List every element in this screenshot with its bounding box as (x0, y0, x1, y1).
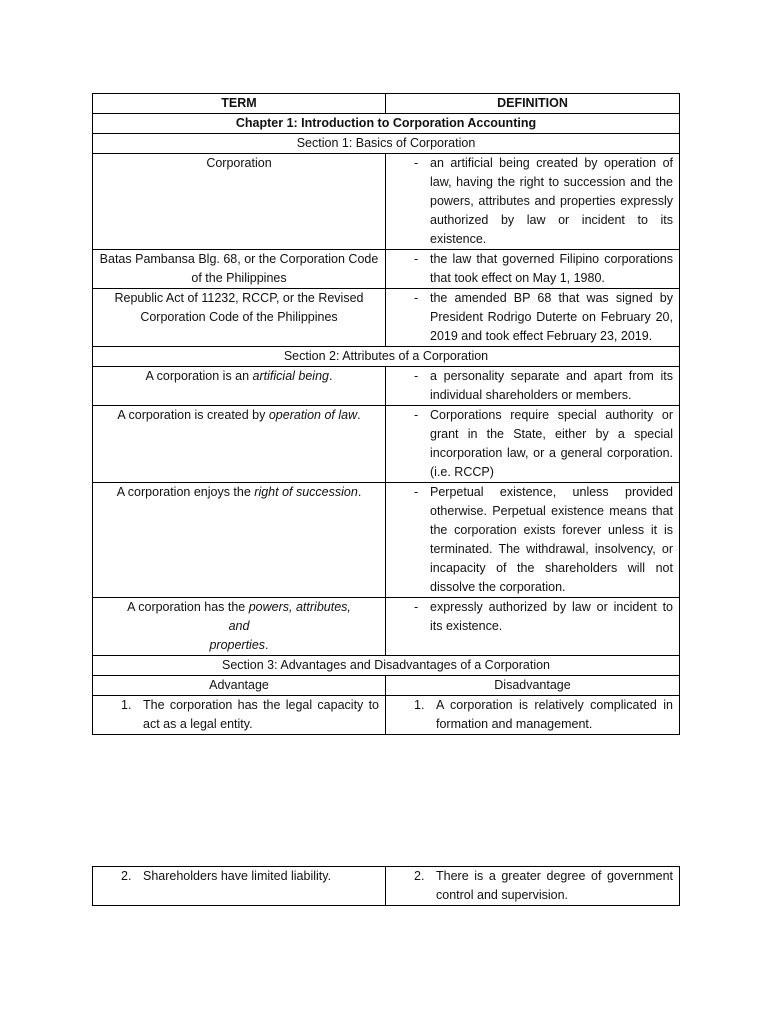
term-italic: operation of law (268, 408, 358, 422)
term-cell (93, 406, 386, 483)
definition-cell (386, 250, 680, 289)
section-2-title: Section 2: Attributes of a Corporation (93, 347, 680, 367)
item-number: 2. (121, 869, 132, 883)
definition-text: the law that governed Filipino corporations that took effect on May 1, 1980. (430, 252, 673, 285)
advantage-text: Shareholders have limited liability. (143, 869, 332, 883)
term-prefix: A corporation is an (145, 369, 253, 383)
subheader-row (93, 676, 680, 696)
table-row (93, 406, 680, 483)
table-row (93, 483, 680, 598)
disadvantage-header: Disadvantage (386, 676, 680, 696)
section-row (93, 134, 680, 154)
definition-text: expressly authorized by law or incident to its existence. (430, 600, 673, 633)
advantage-text: The corporation has the legal capacity to act as a legal entity. (143, 698, 379, 731)
definition-text: a personality separate and apart from its individual shareholders or members. (430, 369, 673, 402)
table-row (93, 867, 680, 906)
dash-marker: - (414, 369, 419, 383)
term-header: TERM (93, 94, 386, 114)
term-italic: powers, attributes, (248, 600, 351, 614)
definition-header: DEFINITION (386, 94, 680, 114)
header-row (93, 94, 680, 114)
term-italic: right of succession (254, 485, 358, 499)
disadvantage-cell (386, 696, 680, 735)
section-row (93, 656, 680, 676)
definitions-table (92, 93, 680, 735)
advantage-header: Advantage (93, 676, 386, 696)
term-cell: Batas Pambansa Blg. 68, or the Corporation Code of the Philippines (93, 250, 386, 289)
dash-marker: - (414, 408, 419, 422)
dash-marker: - (414, 485, 419, 499)
table-row (93, 289, 680, 347)
term-cell: Republic Act of 11232, RCCP, or the Revised Corporation Code of the Philippines (93, 289, 386, 347)
table-row (93, 250, 680, 289)
term-suffix: . (265, 638, 269, 652)
dash-marker: - (414, 600, 419, 614)
term-cell: Corporation (93, 154, 386, 250)
item-number: 1. (121, 698, 132, 712)
term-suffix: . (357, 485, 362, 499)
table-row (93, 154, 680, 250)
definition-text: Corporations require special authority or grant in the State, either by a special incorporation law, or a general corporation. (i.e. RCCP) (430, 408, 673, 479)
section-1-title: Section 1: Basics of Corporation (93, 134, 680, 154)
term-prefix: A corporation has the (127, 600, 249, 614)
section-row (93, 347, 680, 367)
definition-cell (386, 289, 680, 347)
term-suffix: . (357, 408, 361, 422)
definition-text: an artificial being created by operation of law, having the right to succession and the powers, attributes and properties expressly authorized by law or incident to its existence. (430, 156, 673, 246)
disadvantage-cell (386, 867, 680, 906)
table-row (93, 367, 680, 406)
definition-cell (386, 154, 680, 250)
term-prefix: A corporation enjoys the (116, 485, 255, 499)
definitions-table-continued (92, 866, 680, 906)
definition-text: the amended BP 68 that was signed by President Rodrigo Duterte on February 20, 2019 and took effect February 23, 2019. (430, 291, 673, 343)
term-prefix: A corporation is created by (117, 408, 269, 422)
term-suffix: . (328, 369, 333, 383)
advantage-cell (93, 696, 386, 735)
definition-cell (386, 406, 680, 483)
table-row (93, 696, 680, 735)
definition-cell (386, 598, 680, 656)
dash-marker: - (414, 291, 419, 305)
term-italic: and (228, 619, 250, 633)
item-number: 2. (414, 869, 425, 883)
section-3-title: Section 3: Advantages and Disadvantages of a Corporation (93, 656, 680, 676)
disadvantage-text: There is a greater degree of government control and supervision. (436, 869, 673, 902)
table-row (93, 598, 680, 656)
disadvantage-text: A corporation is relatively complicated in formation and management. (436, 698, 673, 731)
term-cell (93, 598, 386, 656)
term-italic: artificial being (252, 369, 329, 383)
term-cell (93, 367, 386, 406)
dash-marker: - (414, 156, 419, 170)
definition-text: Perpetual existence, unless provided otherwise. Perpetual existence means that the corporation exists forever unless it is terminated. The withdrawal, insolvency, or incapacity of the shareholders will not dissolve the corporation. (430, 485, 673, 594)
term-cell (93, 483, 386, 598)
item-number: 1. (414, 698, 425, 712)
definition-cell (386, 483, 680, 598)
term-italic: properties (209, 638, 266, 652)
chapter-row (93, 114, 680, 134)
dash-marker: - (414, 252, 419, 266)
advantage-cell (93, 867, 386, 906)
definition-cell (386, 367, 680, 406)
chapter-title: Chapter 1: Introduction to Corporation Accounting (93, 114, 680, 134)
